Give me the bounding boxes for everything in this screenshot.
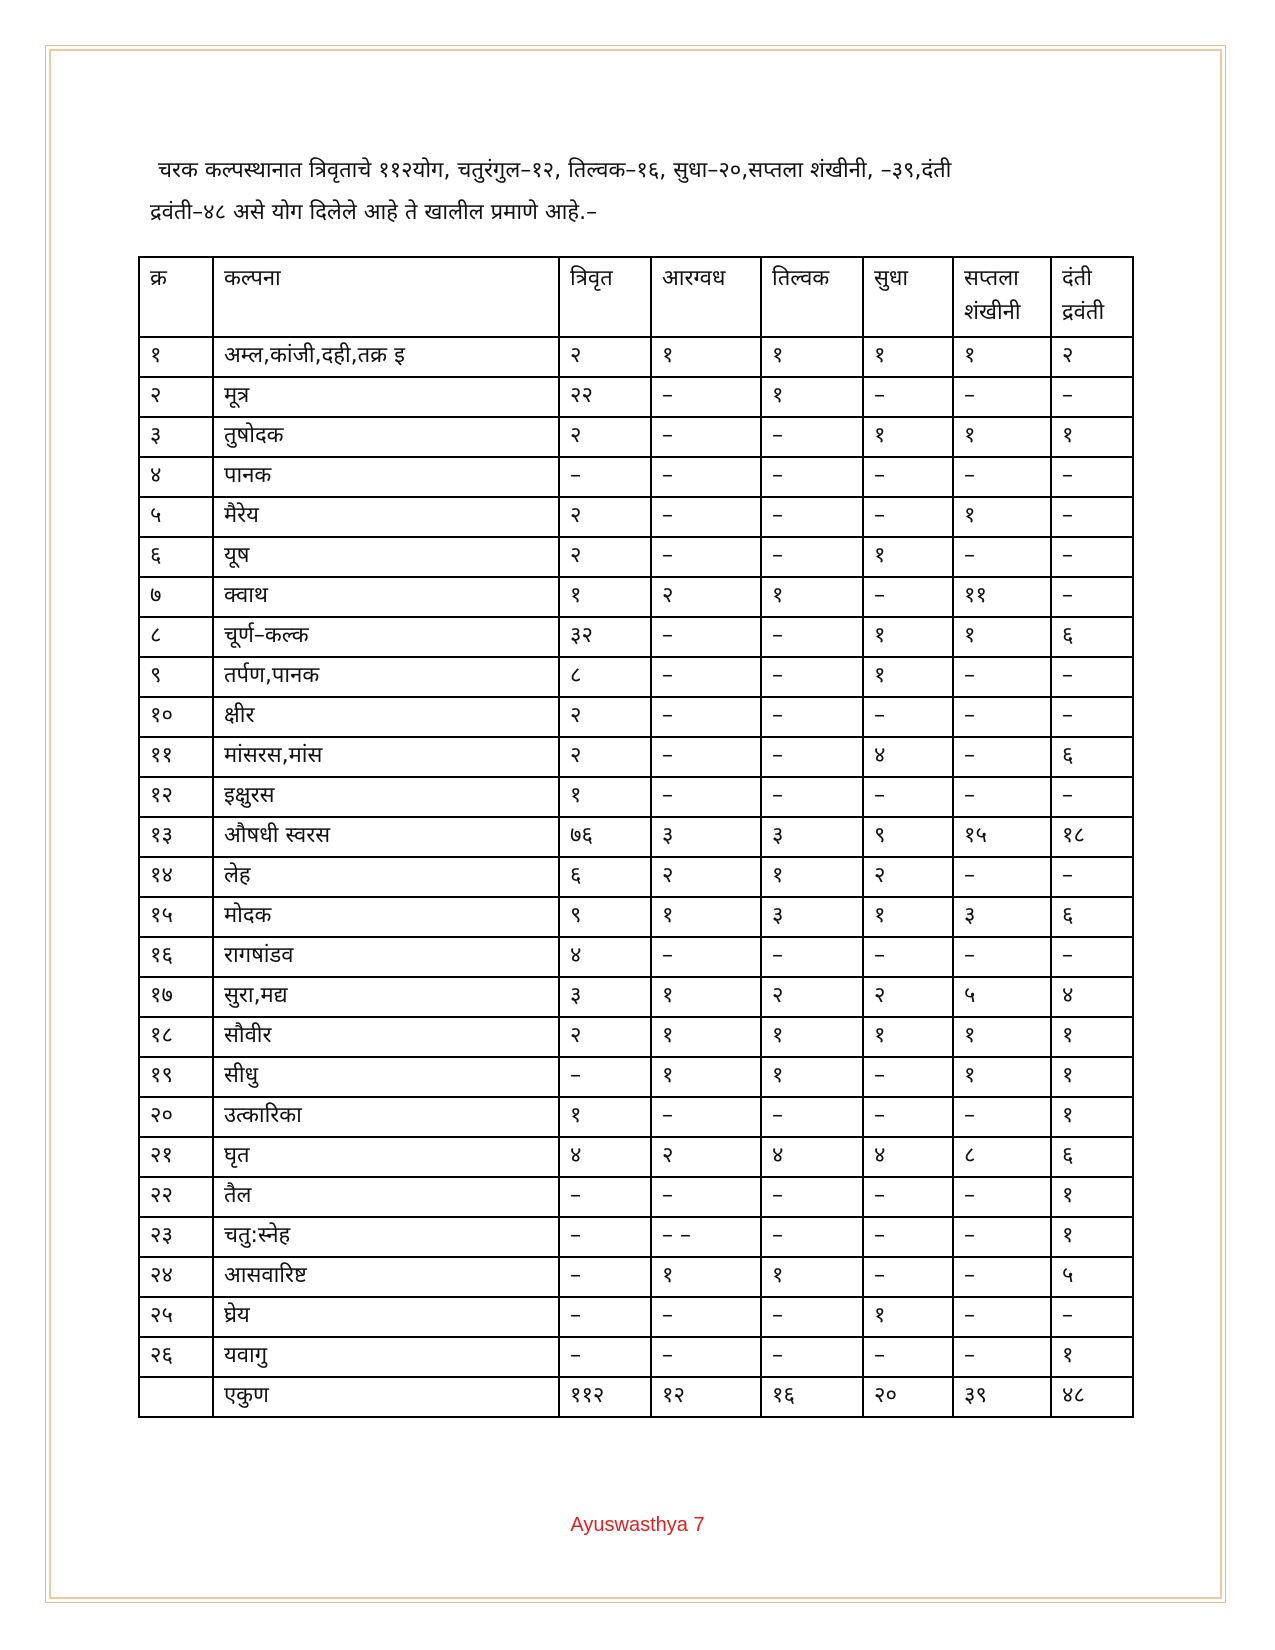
table-cell: १८ <box>1051 817 1133 857</box>
table-cell: १० <box>139 697 213 737</box>
table-cell: १ <box>651 337 761 377</box>
table-cell: औषधी स्वरस <box>213 817 559 857</box>
column-header: त्रिवृत <box>559 257 651 337</box>
table-cell: – <box>953 537 1051 577</box>
table-cell: २ <box>559 737 651 777</box>
table-cell: – <box>761 497 863 537</box>
table-cell: १ <box>863 617 953 657</box>
table-cell: – <box>651 417 761 457</box>
table-cell: ४ <box>559 1137 651 1177</box>
table-cell: – <box>651 737 761 777</box>
table-cell: १७ <box>139 977 213 1017</box>
table-cell: ६ <box>1051 897 1133 937</box>
table-row <box>139 657 1133 697</box>
table-cell: २० <box>139 1097 213 1137</box>
table-cell: – <box>761 617 863 657</box>
table-cell: ३ <box>761 897 863 937</box>
table-row <box>139 1257 1133 1297</box>
table-cell: – <box>863 377 953 417</box>
table-cell: १६ <box>761 1377 863 1417</box>
table-row <box>139 1137 1133 1177</box>
table-cell: आसवारिष्ट <box>213 1257 559 1297</box>
table-cell: तैल <box>213 1177 559 1217</box>
table-cell: ३ <box>559 977 651 1017</box>
table-cell: – <box>863 1337 953 1377</box>
table-cell: १ <box>863 337 953 377</box>
table-cell: मांसरस,मांस <box>213 737 559 777</box>
table-row <box>139 977 1133 1017</box>
table-cell: – <box>651 1337 761 1377</box>
table-cell: – <box>953 1257 1051 1297</box>
table-cell: – <box>651 697 761 737</box>
table-cell: २ <box>761 977 863 1017</box>
table-cell: – <box>559 1217 651 1257</box>
table-cell: – <box>559 1177 651 1217</box>
table-cell: – <box>1051 377 1133 417</box>
table-cell: ३ <box>953 897 1051 937</box>
table-cell: उत्कारिका <box>213 1097 559 1137</box>
table-cell: यवागु <box>213 1337 559 1377</box>
table-cell: १ <box>761 1017 863 1057</box>
table-cell: – <box>761 937 863 977</box>
table-cell: – <box>761 417 863 457</box>
table-cell: ४ <box>139 457 213 497</box>
table-cell: ११ <box>139 737 213 777</box>
table-cell: २६ <box>139 1337 213 1377</box>
table-cell: ४ <box>863 737 953 777</box>
table-cell: २१ <box>139 1137 213 1177</box>
table-cell: १ <box>1051 1017 1133 1057</box>
table-row <box>139 497 1133 537</box>
table-cell: ६ <box>1051 617 1133 657</box>
table-cell: – <box>761 537 863 577</box>
table-cell: – <box>651 1177 761 1217</box>
table-cell: ७६ <box>559 817 651 857</box>
table-cell: – <box>863 1217 953 1257</box>
table-cell: १ <box>761 857 863 897</box>
table-cell: २० <box>863 1377 953 1417</box>
table-cell: १६ <box>139 937 213 977</box>
table-cell: १ <box>761 1257 863 1297</box>
table-cell: एकुण <box>213 1377 559 1417</box>
table-cell: १ <box>1051 1217 1133 1257</box>
column-header: क्र <box>139 257 213 337</box>
table-cell: १ <box>761 1057 863 1097</box>
table-row <box>139 697 1133 737</box>
table-cell: १२ <box>651 1377 761 1417</box>
table-cell: – <box>1051 1297 1133 1337</box>
table-cell: १ <box>953 1017 1051 1057</box>
table-cell: – <box>953 1177 1051 1217</box>
table-cell: – <box>863 937 953 977</box>
table-cell: ४ <box>863 1137 953 1177</box>
table-cell: – <box>1051 697 1133 737</box>
table-cell: – <box>651 457 761 497</box>
table-cell: ८ <box>139 617 213 657</box>
table-cell: ३ <box>651 817 761 857</box>
table-body <box>139 337 1133 1417</box>
table-cell: – <box>761 657 863 697</box>
table-cell: – <box>863 577 953 617</box>
table-cell: ८ <box>559 657 651 697</box>
table-row <box>139 417 1133 457</box>
table-cell: – <box>953 1097 1051 1137</box>
table-cell: १ <box>863 1017 953 1057</box>
table-cell: घ्रेय <box>213 1297 559 1337</box>
page-footer: Ayuswasthya 7 <box>570 1514 705 1536</box>
table-cell: इक्षुरस <box>213 777 559 817</box>
table-cell: २ <box>559 697 651 737</box>
table-cell: – <box>1051 457 1133 497</box>
table-cell: अम्ल,कांजी,दही,तक्र इ <box>213 337 559 377</box>
table-cell: – <box>761 1177 863 1217</box>
table-cell: क्वाथ <box>213 577 559 617</box>
table-cell: मूत्र <box>213 377 559 417</box>
table-cell: ४८ <box>1051 1377 1133 1417</box>
table-cell: १ <box>651 1257 761 1297</box>
column-header: सप्तला शंखीनी <box>953 257 1051 337</box>
table-row <box>139 857 1133 897</box>
table-cell: – <box>1051 777 1133 817</box>
table-cell: १ <box>761 577 863 617</box>
table-cell: तुषोदक <box>213 417 559 457</box>
table-cell: १ <box>139 337 213 377</box>
table-cell: ८ <box>953 1137 1051 1177</box>
table-cell: – <box>761 1337 863 1377</box>
table-cell: – <box>651 1297 761 1337</box>
table-cell: सुरा,मद्य <box>213 977 559 1017</box>
table-cell: ९ <box>139 657 213 697</box>
table-cell: ६ <box>139 537 213 577</box>
table-cell: ४ <box>559 937 651 977</box>
table-cell: २ <box>559 417 651 457</box>
table-cell: – <box>863 1097 953 1137</box>
table-row <box>139 1177 1133 1217</box>
table-row <box>139 817 1133 857</box>
table-cell: – <box>953 1337 1051 1377</box>
table-cell: – <box>1051 577 1133 617</box>
table-cell: १ <box>863 1297 953 1337</box>
column-header: कल्पना <box>213 257 559 337</box>
table-cell: – <box>651 377 761 417</box>
table-cell: १ <box>953 337 1051 377</box>
table-cell: घृत <box>213 1137 559 1177</box>
table-cell: ४ <box>1051 977 1133 1017</box>
table-row <box>139 1377 1133 1417</box>
table-cell: ३ <box>139 417 213 457</box>
table-cell: २ <box>651 857 761 897</box>
table-cell: – <box>1051 857 1133 897</box>
table-cell: – <box>559 1057 651 1097</box>
intro-line-2: द्रवंती–४८ असे योग दिलेले आहे ते खालील प्रमाणे आहे.– <box>150 200 598 225</box>
table-row <box>139 577 1133 617</box>
table-cell: १५ <box>139 897 213 937</box>
table-cell: २२ <box>139 1177 213 1217</box>
table-cell: – <box>559 457 651 497</box>
table-cell: – <box>761 1297 863 1337</box>
table-row <box>139 1297 1133 1337</box>
table-cell: – <box>651 617 761 657</box>
table-cell: सीधु <box>213 1057 559 1097</box>
table-cell: १ <box>1051 417 1133 457</box>
table-cell: ११ <box>953 577 1051 617</box>
table-cell: – <box>1051 497 1133 537</box>
table-cell: १ <box>1051 1177 1133 1217</box>
table-row <box>139 1337 1133 1377</box>
table-cell: ६ <box>559 857 651 897</box>
table-cell: – <box>863 1177 953 1217</box>
table-cell: २ <box>863 857 953 897</box>
table-cell: पानक <box>213 457 559 497</box>
table-cell: – <box>953 377 1051 417</box>
table-cell: ३२ <box>559 617 651 657</box>
table-cell: मोदक <box>213 897 559 937</box>
table-cell: – <box>761 777 863 817</box>
table-cell: १ <box>761 337 863 377</box>
table-row <box>139 457 1133 497</box>
table-row <box>139 777 1133 817</box>
table-cell: २ <box>559 537 651 577</box>
table-cell: – <box>761 1097 863 1137</box>
table-cell: ९ <box>863 817 953 857</box>
table-cell: – <box>863 1057 953 1097</box>
table-cell: – <box>953 697 1051 737</box>
table-cell: १५ <box>953 817 1051 857</box>
table-cell: २ <box>1051 337 1133 377</box>
table-cell: २५ <box>139 1297 213 1337</box>
table-cell: तर्पण,पानक <box>213 657 559 697</box>
column-header: आरग्वध <box>651 257 761 337</box>
table-row <box>139 537 1133 577</box>
table-cell: – <box>863 697 953 737</box>
table-cell: २ <box>559 497 651 537</box>
table-cell: – <box>559 1297 651 1337</box>
table-cell: – <box>651 497 761 537</box>
table-cell: चूर्ण–कल्क <box>213 617 559 657</box>
table-cell: १ <box>559 577 651 617</box>
table-cell: १ <box>761 377 863 417</box>
table-cell: १ <box>863 537 953 577</box>
table-cell: ६ <box>1051 737 1133 777</box>
table-cell: १ <box>953 1057 1051 1097</box>
table-cell: ५ <box>953 977 1051 1017</box>
table-cell: १३ <box>139 817 213 857</box>
table-cell: १ <box>953 497 1051 537</box>
table-cell: – <box>953 857 1051 897</box>
table-cell: ३ <box>761 817 863 857</box>
table-row <box>139 1017 1133 1057</box>
table-cell: १९ <box>139 1057 213 1097</box>
table-cell: – <box>953 1297 1051 1337</box>
table-cell: – <box>953 1217 1051 1257</box>
table-cell: – – <box>651 1217 761 1257</box>
table-cell: ११२ <box>559 1377 651 1417</box>
table-cell: ९ <box>559 897 651 937</box>
intro-line-1: चरक कल्पस्थानात त्रिवृताचे ११२योग, चतुरंगुल–१२, तिल्वक–१६, सुधा–२०,सप्तला शंखीनी, –३९,दंती <box>158 158 952 183</box>
table-cell: १ <box>863 417 953 457</box>
table-row <box>139 1217 1133 1257</box>
table-cell: २ <box>559 1017 651 1057</box>
table-cell: २ <box>863 977 953 1017</box>
table-cell: १२ <box>139 777 213 817</box>
table-row <box>139 937 1133 977</box>
table-cell: १ <box>651 1017 761 1057</box>
table-cell: ५ <box>1051 1257 1133 1297</box>
table-cell: ४ <box>761 1137 863 1177</box>
table-cell: २ <box>651 577 761 617</box>
table-cell: १४ <box>139 857 213 897</box>
table-cell: १ <box>863 897 953 937</box>
table-cell: २ <box>559 337 651 377</box>
table-cell: – <box>651 777 761 817</box>
table-cell: १ <box>651 977 761 1017</box>
table-cell: १ <box>863 657 953 697</box>
table-cell: २२ <box>559 377 651 417</box>
table-cell: १ <box>1051 1337 1133 1377</box>
table-cell: १ <box>559 1097 651 1137</box>
table-cell: ३९ <box>953 1377 1051 1417</box>
table-cell: १८ <box>139 1017 213 1057</box>
table-cell: – <box>953 777 1051 817</box>
table-cell: सौवीर <box>213 1017 559 1057</box>
table-cell: २ <box>139 377 213 417</box>
table-row <box>139 737 1133 777</box>
table-cell: यूष <box>213 537 559 577</box>
table-header-row <box>139 257 1133 337</box>
table-row <box>139 1097 1133 1137</box>
table-cell: – <box>761 1217 863 1257</box>
table-cell: – <box>863 457 953 497</box>
table-cell: लेह <box>213 857 559 897</box>
table-cell: – <box>559 1257 651 1297</box>
table-cell: – <box>1051 657 1133 697</box>
table-cell: – <box>651 537 761 577</box>
yoga-table <box>138 256 1134 1418</box>
table-cell: १ <box>651 897 761 937</box>
table-cell: – <box>651 657 761 697</box>
table-cell: – <box>559 1337 651 1377</box>
table-cell: १ <box>651 1057 761 1097</box>
table-cell: – <box>1051 537 1133 577</box>
intro-paragraph <box>150 150 1110 234</box>
table-cell: ५ <box>139 497 213 537</box>
table-cell: २४ <box>139 1257 213 1297</box>
table-cell: – <box>953 737 1051 777</box>
table-cell: २३ <box>139 1217 213 1257</box>
table-row <box>139 377 1133 417</box>
table-row <box>139 617 1133 657</box>
table-cell: क्षीर <box>213 697 559 737</box>
table-cell: – <box>953 937 1051 977</box>
table-cell: – <box>953 457 1051 497</box>
table-cell: – <box>761 457 863 497</box>
table-row <box>139 1057 1133 1097</box>
table-cell: – <box>863 1257 953 1297</box>
table-cell: १ <box>953 617 1051 657</box>
table-cell: २ <box>651 1137 761 1177</box>
table-cell: – <box>953 657 1051 697</box>
table-row <box>139 897 1133 937</box>
column-header: तिल्वक <box>761 257 863 337</box>
table-cell: – <box>651 937 761 977</box>
table-cell: – <box>863 777 953 817</box>
table-cell <box>139 1377 213 1417</box>
table-cell: १ <box>953 417 1051 457</box>
table-cell: ६ <box>1051 1137 1133 1177</box>
column-header: सुधा <box>863 257 953 337</box>
table-cell: १ <box>1051 1057 1133 1097</box>
table-cell: १ <box>559 777 651 817</box>
table-cell: – <box>651 1097 761 1137</box>
table-cell: मैरेय <box>213 497 559 537</box>
table-cell: चतु:स्नेह <box>213 1217 559 1257</box>
table-cell: – <box>863 497 953 537</box>
column-header: दंती द्रवंती <box>1051 257 1133 337</box>
table-cell: १ <box>1051 1097 1133 1137</box>
table-cell: – <box>761 737 863 777</box>
table-cell: – <box>761 697 863 737</box>
table-cell: – <box>1051 937 1133 977</box>
table-cell: रागषांडव <box>213 937 559 977</box>
table-cell: ७ <box>139 577 213 617</box>
table-row <box>139 337 1133 377</box>
